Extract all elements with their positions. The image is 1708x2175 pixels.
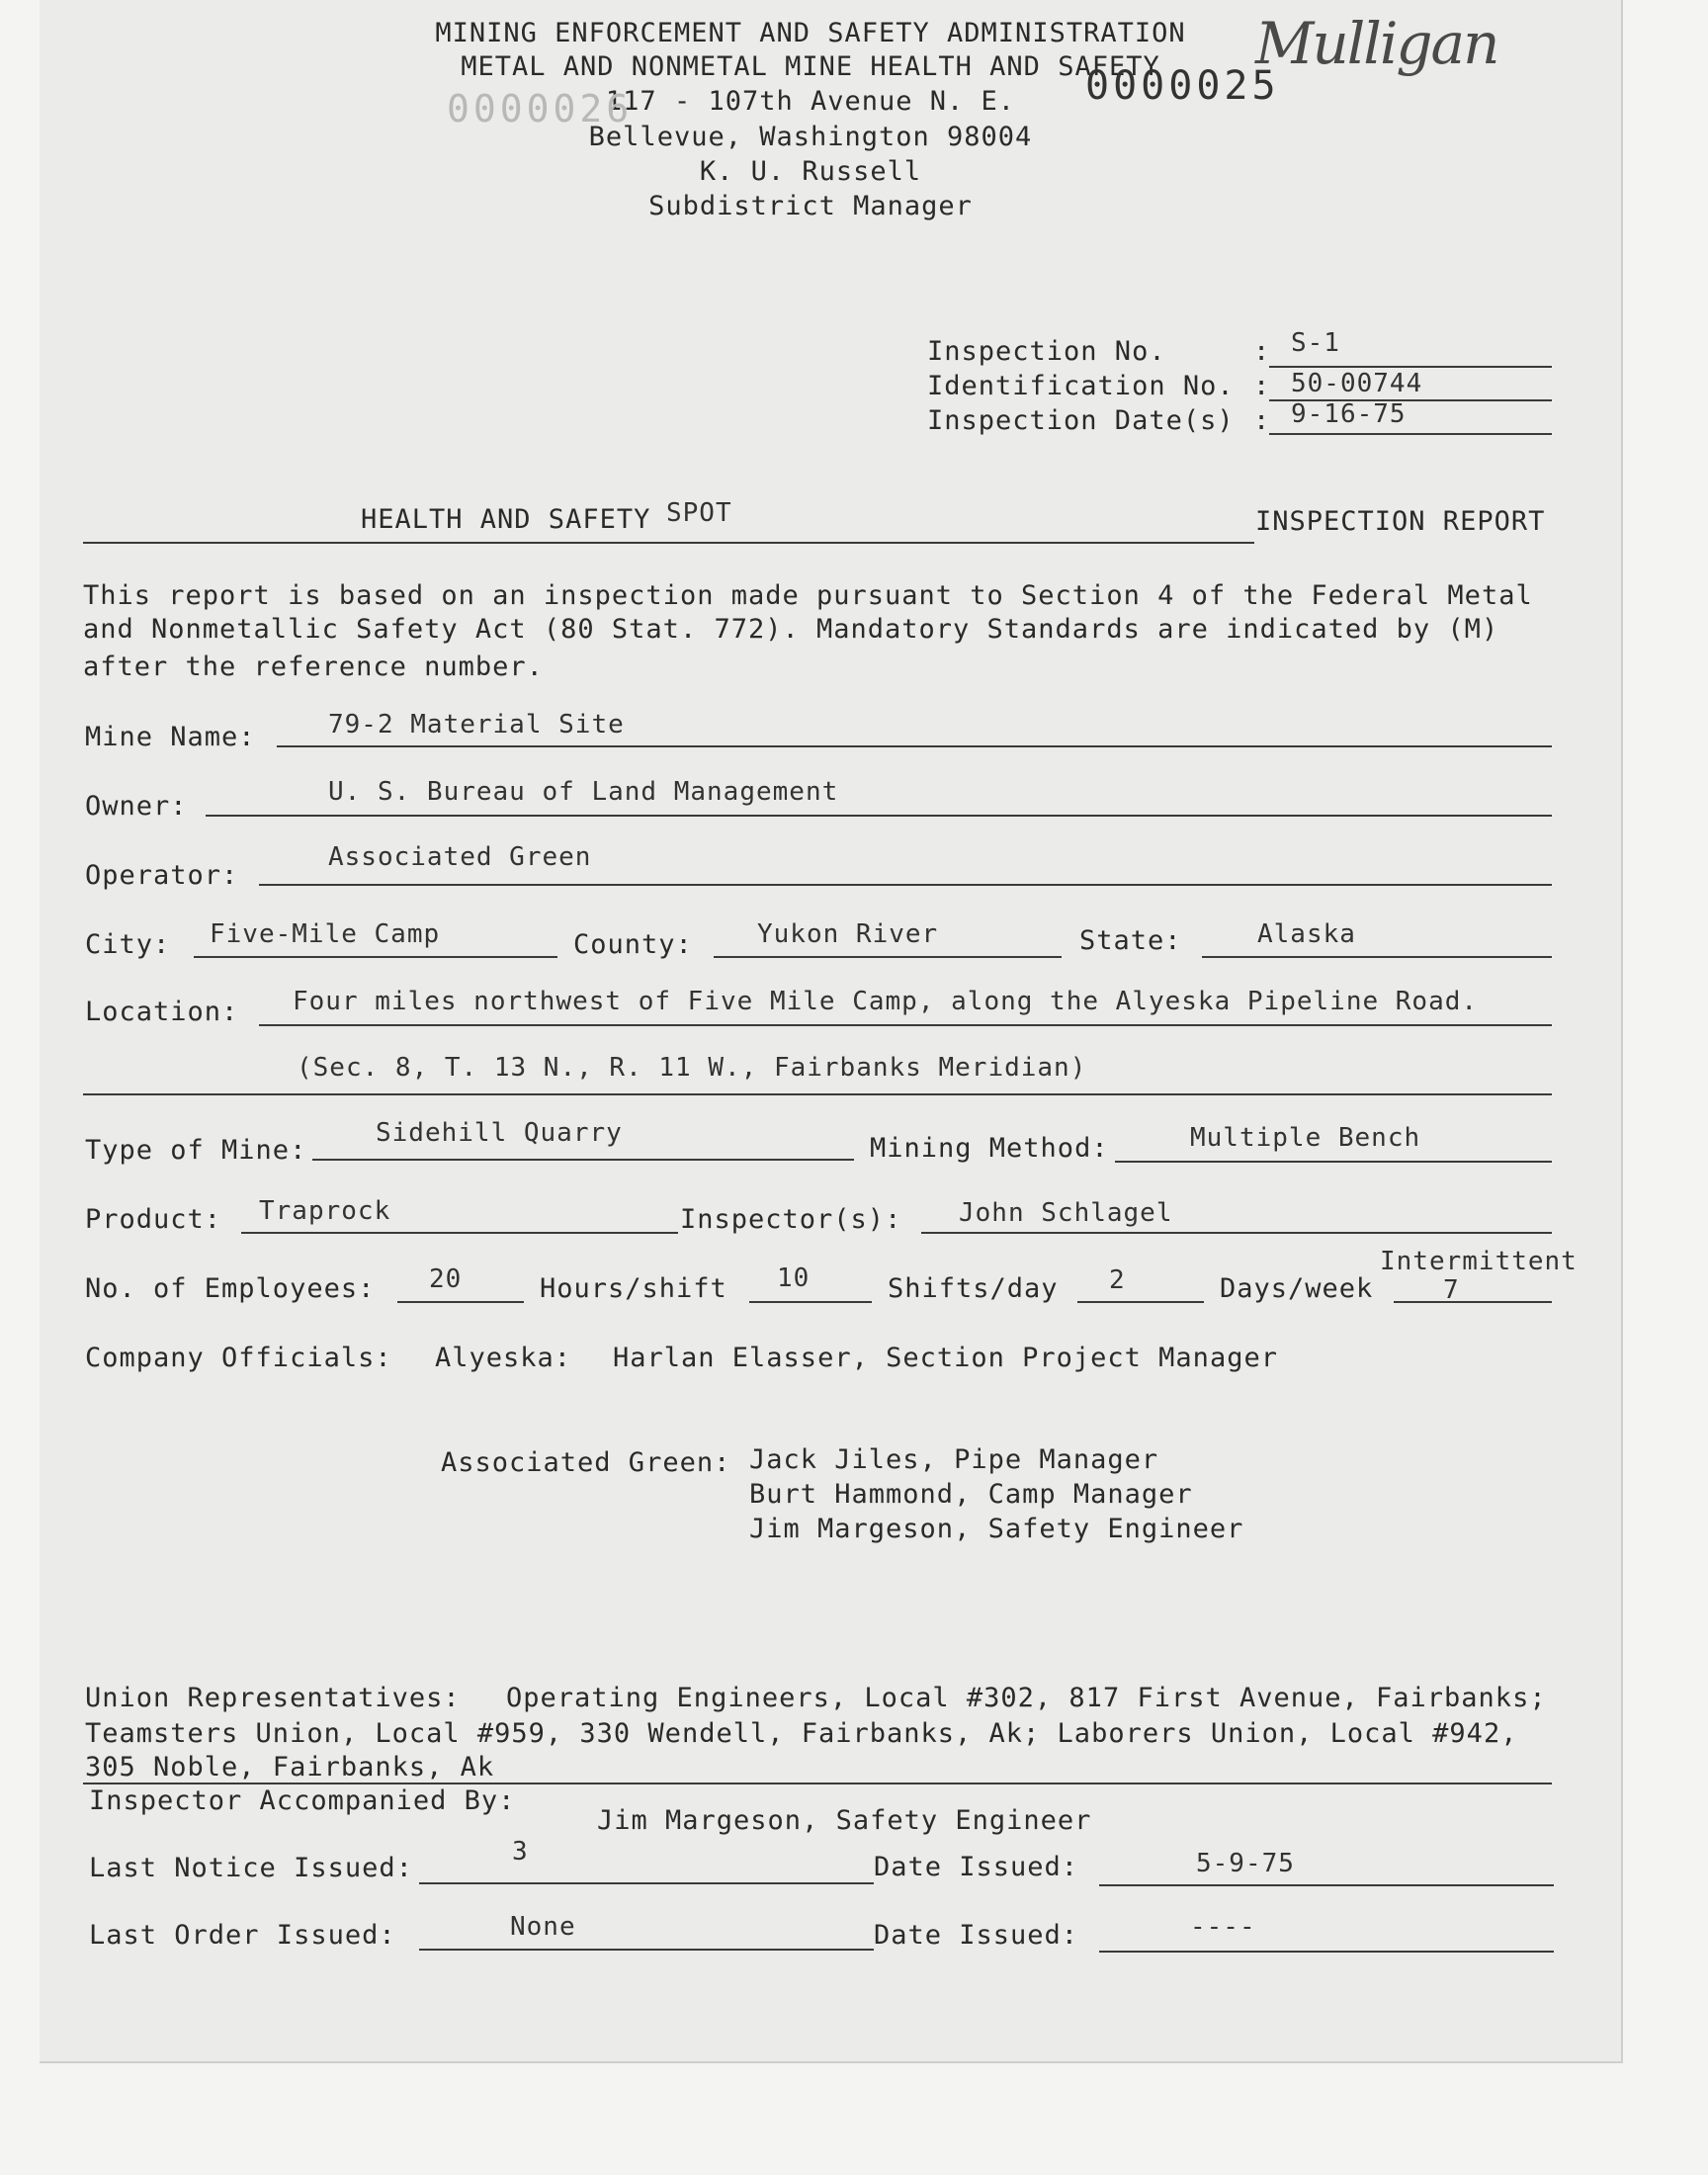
type-of-mine-label: Type of Mine: — [85, 1135, 307, 1166]
product-line — [241, 1232, 678, 1234]
accompanied-label: Inspector Accompanied By: — [89, 1785, 516, 1816]
last-order-value: None — [510, 1912, 576, 1942]
order-date-line — [1099, 1951, 1554, 1953]
union-line-1: Operating Engineers, Local #302, 817 First Avenue, Fairbanks; — [506, 1683, 1547, 1713]
mine-name-value: 79-2 Material Site — [328, 710, 625, 740]
alyeska-label: Alyeska: — [435, 1343, 572, 1373]
location-underline-1 — [259, 1024, 1552, 1026]
stamp-number: 0000025 — [1085, 63, 1280, 109]
associated-official: Burt Hammond, Camp Manager — [749, 1479, 1193, 1510]
inspection-dates-label: Inspection Date(s) — [927, 405, 1235, 436]
accompanied-value: Jim Margeson, Safety Engineer — [597, 1805, 1092, 1836]
owner-label: Owner: — [85, 791, 188, 822]
operator-value: Associated Green — [328, 842, 592, 872]
state-line — [1202, 956, 1552, 958]
company-officials-label: Company Officials: — [85, 1343, 392, 1373]
inspectors-line — [921, 1232, 1552, 1234]
days-note: Intermittent — [1380, 1247, 1578, 1276]
agency-city: Bellevue, Washington 98004 — [588, 122, 1033, 152]
operator-label: Operator: — [85, 860, 239, 891]
mining-method-label: Mining Method: — [870, 1133, 1109, 1164]
county-line — [714, 956, 1062, 958]
last-notice-line — [419, 1882, 874, 1884]
location-underline-2 — [83, 1093, 1552, 1095]
mine-name-label: Mine Name: — [85, 722, 256, 752]
colon: : — [1253, 336, 1271, 367]
mining-method-value: Multiple Bench — [1190, 1123, 1421, 1153]
shifts-line — [1077, 1301, 1204, 1303]
last-order-label: Last Order Issued: — [89, 1920, 396, 1951]
report-type-right: INSPECTION REPORT — [1255, 506, 1546, 537]
product-value: Traprock — [259, 1196, 391, 1226]
mine-name-line — [277, 745, 1552, 747]
shifts-value: 2 — [1109, 1265, 1126, 1295]
employees-value: 20 — [429, 1264, 463, 1294]
location-line-2: (Sec. 8, T. 13 N., R. 11 W., Fairbanks Meridian) — [297, 1053, 1087, 1083]
union-line-3: 305 Noble, Fairbanks, Ak — [85, 1752, 495, 1783]
agency-name: MINING ENFORCEMENT AND SAFETY ADMINISTRATION — [435, 18, 1186, 48]
notice-date-line — [1099, 1884, 1554, 1886]
last-order-line — [419, 1949, 874, 1951]
state-label: State: — [1079, 925, 1182, 956]
mining-method-line — [1115, 1161, 1552, 1163]
employees-label: No. of Employees: — [85, 1273, 376, 1304]
colon: : — [1253, 371, 1271, 401]
location-label: Location: — [85, 997, 239, 1027]
alyeska-value: Harlan Elasser, Section Project Manager — [613, 1343, 1278, 1373]
manager-name: K. U. Russell — [699, 156, 922, 187]
notice-date-label: Date Issued: — [874, 1852, 1079, 1882]
inspection-no-line — [1269, 366, 1552, 368]
last-notice-label: Last Notice Issued: — [89, 1853, 413, 1883]
days-value: 7 — [1443, 1275, 1460, 1305]
days-label: Days/week — [1220, 1273, 1374, 1304]
city-line — [194, 956, 557, 958]
city-value: Five-Mile Camp — [210, 919, 441, 949]
colon: : — [1253, 405, 1271, 436]
order-date-value: ---- — [1190, 1912, 1256, 1942]
union-line-2: Teamsters Union, Local #959, 330 Wendell, Fairbanks, Ak; Laborers Union, Local #942, — [85, 1718, 1518, 1749]
days-line — [1394, 1301, 1552, 1303]
manager-title: Subdistrict Manager — [648, 191, 973, 221]
inspectors-label: Inspector(s): — [680, 1204, 902, 1235]
city-label: City: — [85, 929, 171, 960]
agency-division: METAL AND NONMETAL MINE HEALTH AND SAFETY — [461, 51, 1160, 82]
inspection-dates-value: 9-16-75 — [1291, 399, 1407, 429]
associated-official: Jack Jiles, Pipe Manager — [749, 1444, 1159, 1475]
intro-line-1: This report is based on an inspection made pursuant to Section 4 of the Federal Metal — [83, 580, 1533, 611]
report-type-left: HEALTH AND SAFETY — [361, 504, 651, 535]
owner-line — [206, 815, 1552, 817]
ghost-stamp-number: 0000026 — [447, 87, 634, 130]
county-value: Yukon River — [757, 919, 939, 949]
order-date-label: Date Issued: — [874, 1920, 1079, 1951]
product-label: Product: — [85, 1204, 222, 1235]
type-of-mine-value: Sidehill Quarry — [376, 1118, 623, 1148]
intro-line-2: and Nonmetallic Safety Act (80 Stat. 772). Mandatory Standards are indicated by (M) — [83, 614, 1499, 645]
inspection-no-label: Inspection No. — [927, 336, 1166, 367]
hours-label: Hours/shift — [540, 1273, 727, 1304]
inspectors-value: John Schlagel — [959, 1198, 1173, 1228]
location-line-1: Four miles northwest of Five Mile Camp, along the Alyeska Pipeline Road. — [293, 987, 1479, 1016]
union-label: Union Representatives: — [85, 1683, 461, 1713]
state-value: Alaska — [1257, 919, 1356, 949]
inspection-no-value: S-1 — [1291, 328, 1340, 358]
inspection-dates-line — [1269, 433, 1552, 435]
operator-line — [259, 884, 1552, 886]
notice-date-value: 5-9-75 — [1196, 1849, 1295, 1878]
identification-no-value: 50-00744 — [1291, 369, 1423, 398]
hours-value: 10 — [777, 1263, 811, 1293]
report-type-line — [83, 542, 1254, 544]
signature: Mulligan — [1255, 10, 1498, 77]
last-notice-value: 3 — [512, 1837, 529, 1867]
employees-line — [397, 1301, 524, 1303]
hours-line — [749, 1301, 872, 1303]
county-label: County: — [573, 929, 693, 960]
intro-line-3: after the reference number. — [83, 652, 544, 682]
report-type-kind: SPOT — [666, 498, 732, 528]
identification-no-label: Identification No. — [927, 371, 1235, 401]
shifts-label: Shifts/day — [888, 1273, 1059, 1304]
owner-value: U. S. Bureau of Land Management — [328, 777, 839, 807]
associated-official: Jim Margeson, Safety Engineer — [749, 1514, 1244, 1544]
agency-street: 117 - 107th Avenue N. E. — [605, 86, 1016, 117]
union-underline — [83, 1783, 1552, 1784]
associated-green-label: Associated Green: — [441, 1447, 731, 1478]
type-of-mine-line — [312, 1159, 854, 1161]
